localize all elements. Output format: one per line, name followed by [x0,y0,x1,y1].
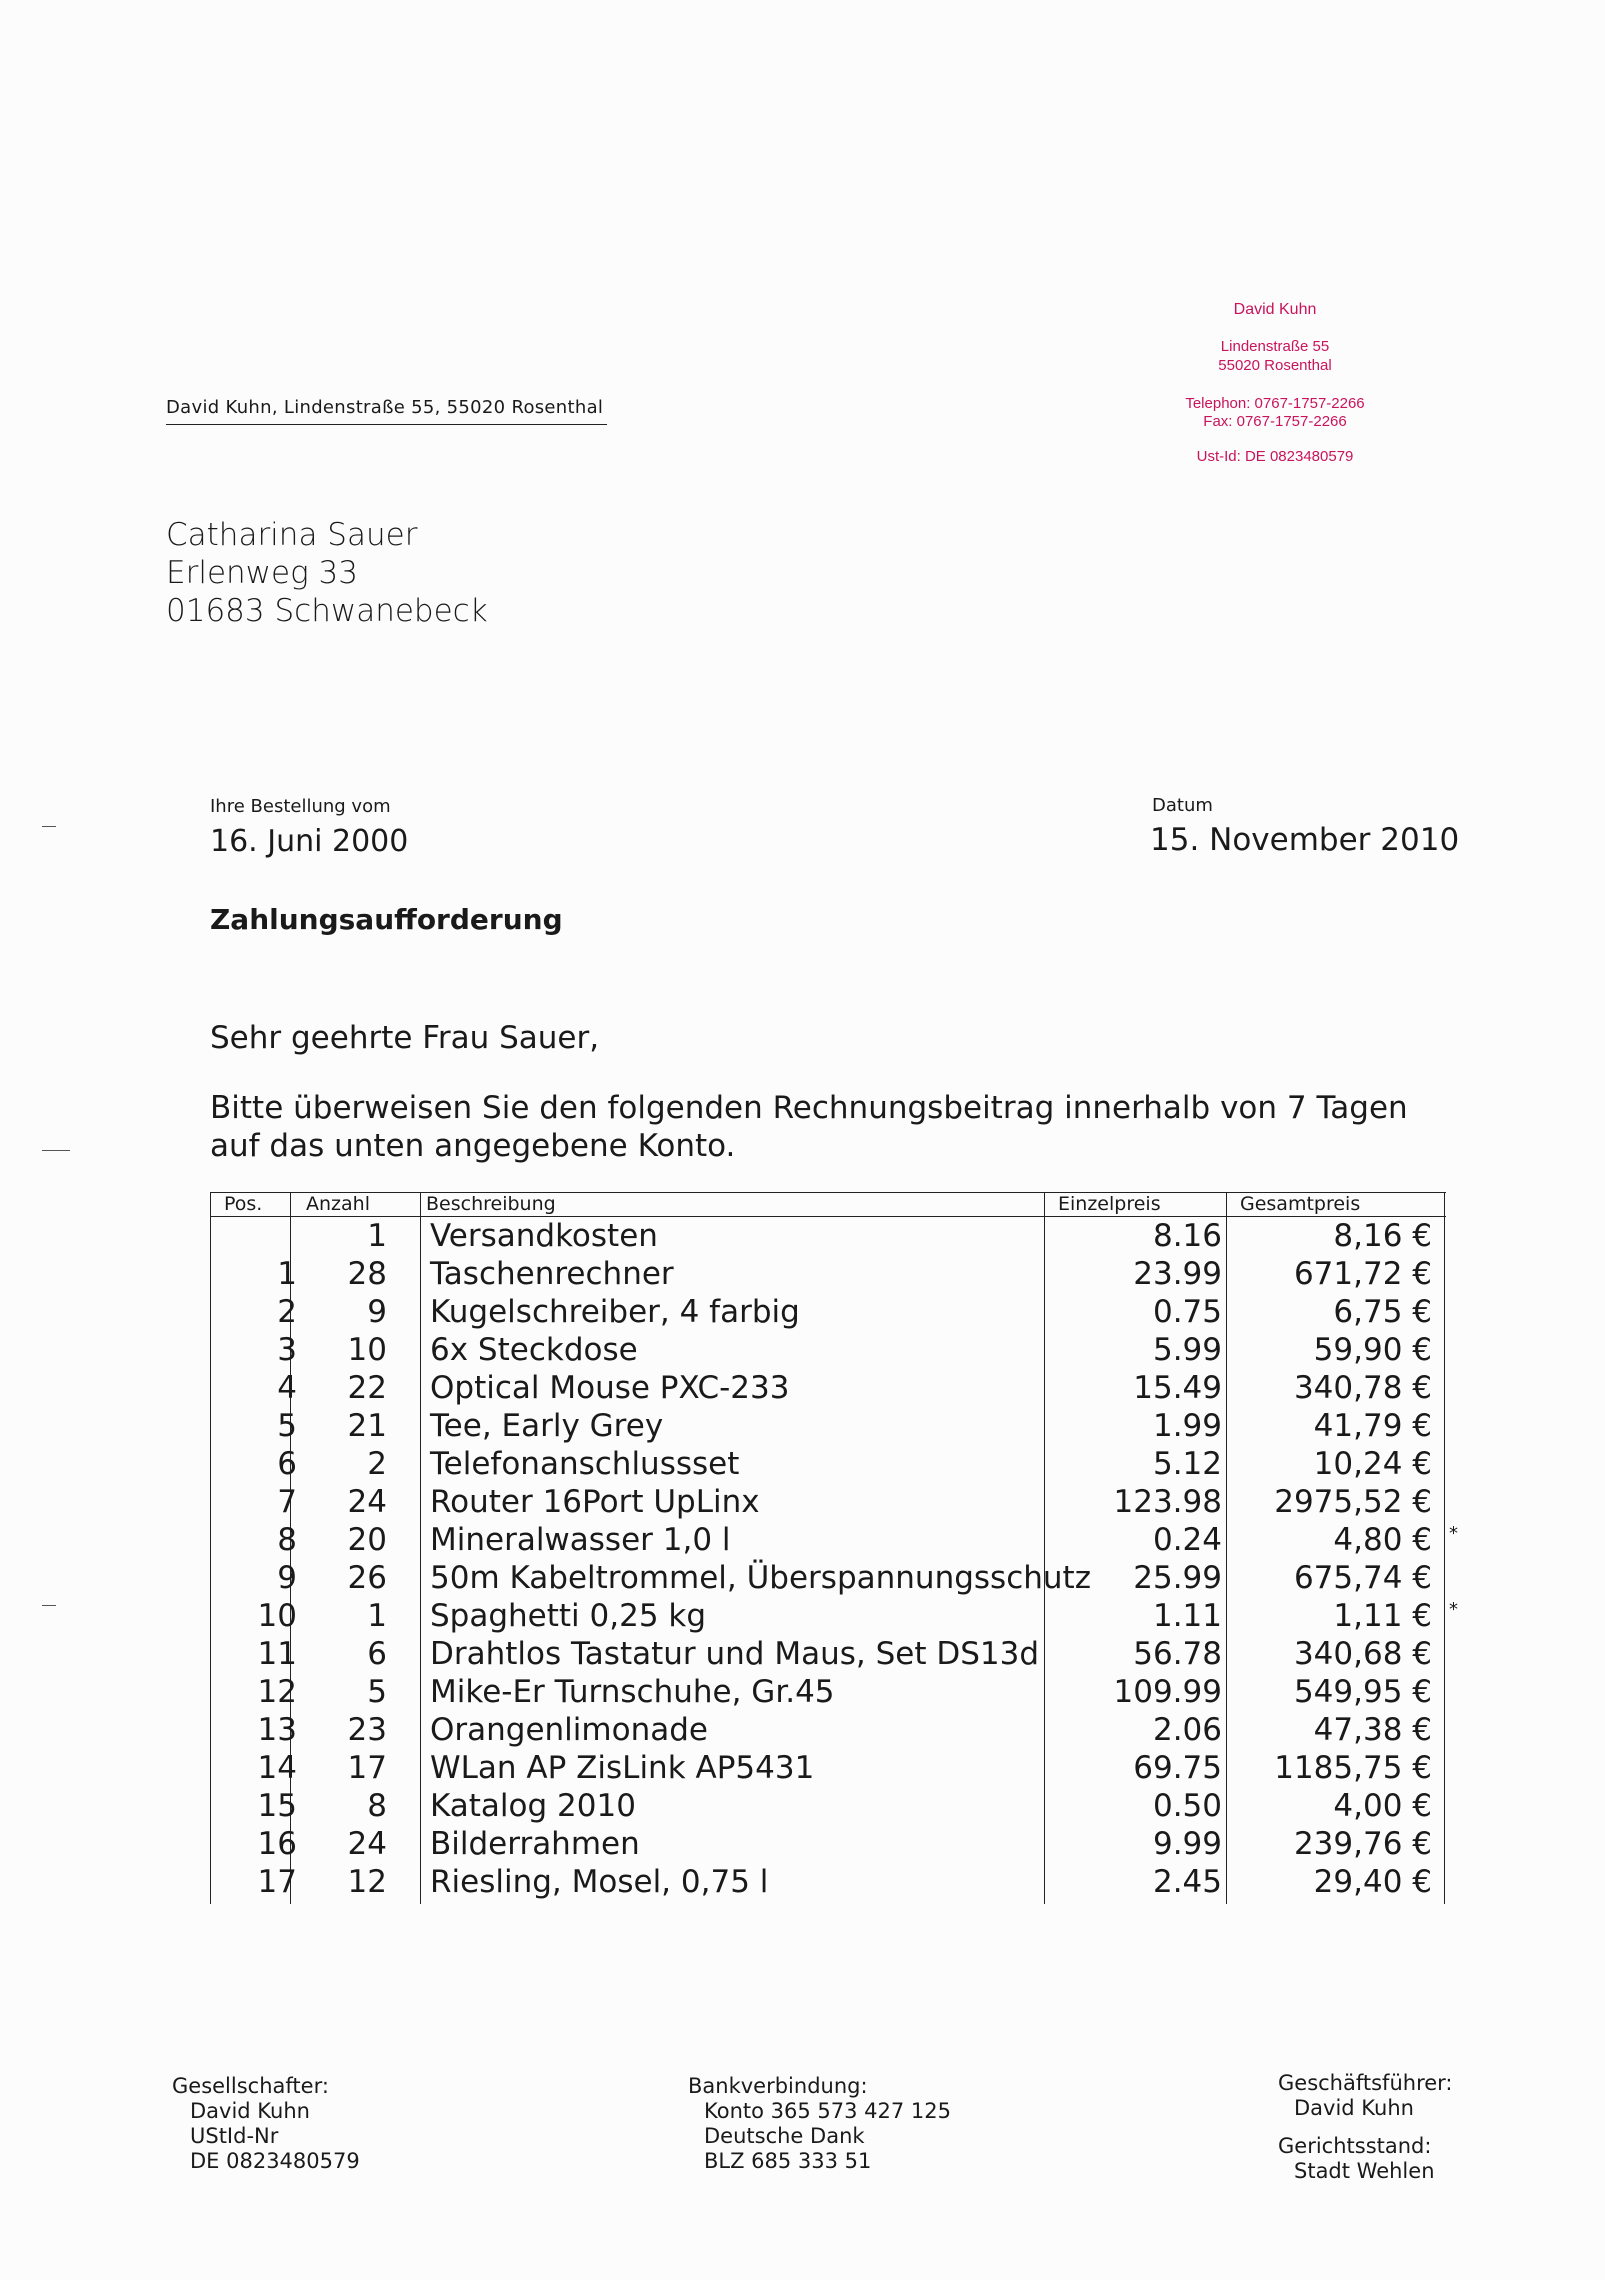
row-pos: 12 [257,1674,297,1710]
row-description: Riesling, Mosel, 0,75 l [430,1864,769,1900]
row-pos: 11 [257,1636,297,1672]
footer-management-name: David Kuhn [1294,2096,1414,2120]
row-unit-price: 69.75 [1133,1750,1222,1786]
row-quantity: 9 [367,1294,387,1330]
header-qty: Anzahl [306,1193,370,1215]
table-row [210,1217,1446,1255]
sender-telephone: Telephon: 0767-1757-2266 [1185,395,1365,412]
row-quantity: 26 [347,1560,387,1596]
row-description: Mike-Er Turnschuhe, Gr.45 [430,1674,835,1710]
footer-partners-name: David Kuhn [190,2099,310,2123]
footer-bank-account: Konto 365 573 427 125 [704,2099,951,2123]
table-row [210,1711,1446,1749]
row-quantity: 17 [347,1750,387,1786]
row-description: Tee, Early Grey [430,1408,664,1444]
row-quantity: 1 [367,1218,387,1254]
table-row [210,1407,1446,1445]
row-total-price: 239,76 € [1293,1826,1432,1862]
footer-partners-ustid-label: UStId-Nr [190,2124,279,2148]
row-total-price: 29,40 € [1313,1864,1432,1900]
row-total-price: 4,80 € [1333,1522,1432,1558]
body-line-1: Bitte überweisen Sie den folgenden Rechnungsbeitrag innerhalb von 7 Tagen [210,1090,1408,1126]
row-total-price: 675,74 € [1293,1560,1432,1596]
table-row [210,1521,1458,1559]
row-pos: 9 [277,1560,297,1596]
row-unit-price: 5.99 [1152,1332,1222,1368]
recipient-name: Catharina Sauer [166,517,418,553]
row-pos: 15 [257,1788,297,1824]
row-footnote-star: * [1449,1523,1458,1544]
body-line-2: auf das unten angegebene Konto. [210,1128,736,1164]
row-description: Katalog 2010 [430,1788,636,1824]
order-label: Ihre Bestellung vom [210,796,391,817]
row-quantity: 6 [367,1636,387,1672]
recipient-city: 01683 Schwanebeck [166,593,488,629]
row-unit-price: 0.75 [1152,1294,1222,1330]
row-unit-price: 25.99 [1133,1560,1222,1596]
row-total-price: 47,38 € [1313,1712,1432,1748]
row-total-price: 41,79 € [1313,1408,1432,1444]
row-description: Telefonanschlussset [430,1446,740,1482]
row-quantity: 21 [347,1408,387,1444]
row-description: Spaghetti 0,25 kg [430,1598,707,1634]
row-pos: 17 [257,1864,297,1900]
row-total-price: 1185,75 € [1274,1750,1432,1786]
row-unit-price: 8.16 [1152,1218,1222,1254]
table-row [210,1293,1446,1331]
invoice-table [210,1192,1458,1904]
date-label: Datum [1152,795,1213,816]
row-unit-price: 1.99 [1152,1408,1222,1444]
row-total-price: 8,16 € [1333,1218,1432,1254]
row-description: Taschenrechner [430,1256,674,1292]
row-unit-price: 123.98 [1113,1484,1222,1520]
row-pos: 6 [277,1446,297,1482]
row-total-price: 4,00 € [1333,1788,1432,1824]
table-row [210,1369,1446,1407]
footer-bank-title: Bankverbindung: [688,2074,868,2098]
row-unit-price: 1.11 [1152,1598,1222,1634]
table-row [210,1559,1446,1597]
table-row [210,1255,1446,1293]
row-quantity: 1 [367,1598,387,1634]
row-pos: 7 [277,1484,297,1520]
table-row [210,1445,1446,1483]
sender-city: 55020 Rosenthal [1218,357,1332,374]
row-total-price: 671,72 € [1293,1256,1432,1292]
row-pos: 3 [277,1332,297,1368]
row-quantity: 28 [347,1256,387,1292]
row-quantity: 8 [367,1788,387,1824]
row-unit-price: 56.78 [1133,1636,1222,1672]
row-quantity: 10 [347,1332,387,1368]
row-pos: 4 [277,1370,297,1406]
row-unit-price: 9.99 [1152,1826,1222,1862]
row-description: 50m Kabeltrommel, Überspannungsschutz [430,1560,1091,1596]
table-row [210,1597,1458,1635]
order-date: 16. Juni 2000 [210,824,409,859]
row-total-price: 340,78 € [1293,1370,1432,1406]
row-description: Optical Mouse PXC-233 [430,1370,790,1406]
row-total-price: 6,75 € [1333,1294,1432,1330]
footer-partners-title: Gesellschafter: [172,2074,329,2098]
row-unit-price: 109.99 [1113,1674,1222,1710]
table-row [210,1863,1446,1901]
sender-name: David Kuhn [1233,301,1317,318]
sender-ust-id: Ust-Id: DE 0823480579 [1196,448,1354,465]
footer-partners-ustid: DE 0823480579 [190,2149,360,2173]
return-address: David Kuhn, Lindenstraße 55, 55020 Rosenthal [166,397,604,418]
table-row [210,1483,1446,1521]
subject: Zahlungsaufforderung [210,903,563,936]
sender-street: Lindenstraße 55 [1220,338,1330,355]
row-unit-price: 2.45 [1152,1864,1222,1900]
row-total-price: 340,68 € [1293,1636,1432,1672]
hole-mark [42,1150,70,1151]
row-pos: 16 [257,1826,297,1862]
row-total-price: 59,90 € [1313,1332,1432,1368]
row-total-price: 2975,52 € [1274,1484,1432,1520]
fold-mark-bottom [42,1605,56,1606]
recipient-street: Erlenweg 33 [166,555,358,591]
footer-court-title: Gerichtsstand: [1278,2134,1432,2158]
table-row [210,1825,1446,1863]
row-description: WLan AP ZisLink AP5431 [430,1750,815,1786]
table-row [210,1331,1446,1369]
table-row [210,1635,1446,1673]
row-footnote-star: * [1449,1599,1458,1620]
table-row [210,1749,1446,1787]
table-row [210,1673,1446,1711]
row-pos: 10 [257,1598,297,1634]
row-total-price: 549,95 € [1293,1674,1432,1710]
header-total: Gesamtpreis [1240,1193,1361,1215]
table-row [210,1787,1446,1825]
header-unit: Einzelpreis [1058,1193,1161,1215]
row-unit-price: 5.12 [1152,1446,1222,1482]
return-address-underline [166,424,607,425]
footer-bank-name: Deutsche Dank [704,2124,865,2148]
row-quantity: 12 [347,1864,387,1900]
row-pos: 1 [277,1256,297,1292]
row-description: Kugelschreiber, 4 farbig [430,1294,800,1330]
row-quantity: 22 [347,1370,387,1406]
row-quantity: 24 [347,1826,387,1862]
row-unit-price: 0.24 [1152,1522,1222,1558]
row-description: Router 16Port UpLinx [430,1484,760,1520]
row-total-price: 10,24 € [1313,1446,1432,1482]
row-description: Bilderrahmen [430,1826,640,1862]
fold-mark-top [42,826,56,827]
row-total-price: 1,11 € [1333,1598,1432,1634]
row-pos: 14 [257,1750,297,1786]
sender-fax: Fax: 0767-1757-2266 [1203,413,1347,430]
row-pos: 5 [277,1408,297,1444]
footer-court: Stadt Wehlen [1294,2159,1435,2183]
row-unit-price: 15.49 [1133,1370,1222,1406]
row-unit-price: 0.50 [1152,1788,1222,1824]
row-unit-price: 2.06 [1152,1712,1222,1748]
row-quantity: 20 [347,1522,387,1558]
row-pos: 8 [277,1522,297,1558]
row-quantity: 2 [367,1446,387,1482]
header-pos: Pos. [224,1193,263,1215]
date-value: 15. November 2010 [1150,822,1460,858]
row-unit-price: 23.99 [1133,1256,1222,1292]
footer-management-title: Geschäftsführer: [1278,2071,1453,2095]
row-quantity: 5 [367,1674,387,1710]
header-desc: Beschreibung [426,1193,556,1215]
row-quantity: 23 [347,1712,387,1748]
row-description: Drahtlos Tastatur und Maus, Set DS13d [430,1636,1040,1672]
row-description: Orangenlimonade [430,1712,708,1748]
row-pos: 13 [257,1712,297,1748]
row-description: 6x Steckdose [430,1332,638,1368]
footer-bank-blz: BLZ 685 333 51 [704,2149,872,2173]
row-description: Versandkosten [430,1218,658,1254]
row-description: Mineralwasser 1,0 l [430,1522,731,1558]
row-pos: 2 [277,1294,297,1330]
row-quantity: 24 [347,1484,387,1520]
salutation: Sehr geehrte Frau Sauer, [210,1020,600,1056]
